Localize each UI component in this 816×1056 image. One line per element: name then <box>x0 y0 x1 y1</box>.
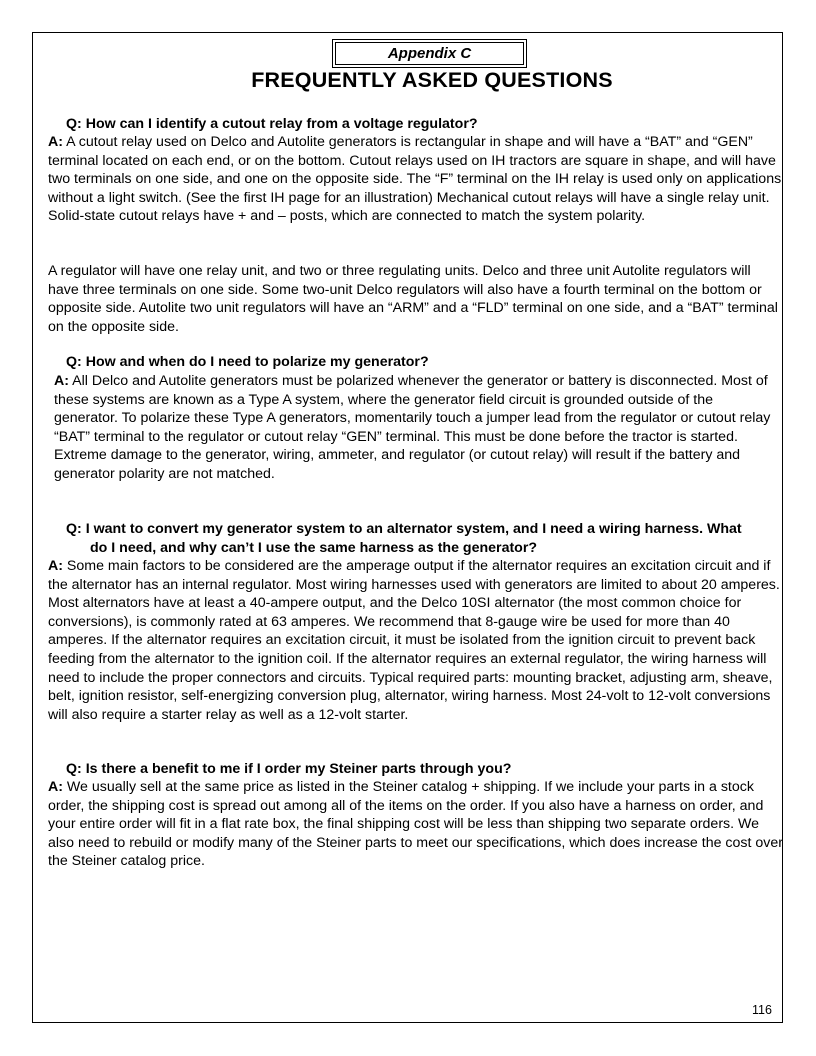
faq-answer-2 <box>54 372 775 484</box>
faq-question-4: Q: Is there a benefit to me if I order my Steiner parts through you? <box>66 761 512 777</box>
page-title: FREQUENTLY ASKED QUESTIONS <box>251 68 613 92</box>
appendix-label-box <box>332 39 527 68</box>
faq-question-2: Q: How and when do I need to polarize my generator? <box>66 354 429 370</box>
answer-prefix: A: <box>48 779 63 795</box>
answer-prefix: A: <box>48 134 63 150</box>
faq-answer-text: Some main factors to be considered are the amperage output if the alternator requires an excitation circuit and if the alternator has an internal regulator. Most wiring harnesses used with generators are limited to about 20 amperes. Most alternators have at least a 40-ampere output, and the Delco 10SI alternator (the most common choice for conversions), is commonly rated at 63 amperes. We recommend that 8-gauge wire be used for more than 40 amperes. If the alternator requires an excitation circuit, it must be isolated from the ignition circuit to prevent back feeding from the alternator to the ignition coil. If the alternator requires an external regulator, the wiring harness will need to include the proper connectors and circuits. Typical required parts: mounting bracket, adjusting arm, sheave, belt, ignition resistor, self-energizing conversion plug, alternator, wiring harness. Most 24-volt to 12-volt conversions will also require a starter relay as well as a 12-volt starter. <box>48 558 780 723</box>
faq-answer-4 <box>48 778 785 871</box>
faq-question-1: Q: How can I identify a cutout relay from a voltage regulator? <box>66 116 478 132</box>
page-number: 116 <box>752 1003 772 1017</box>
faq-answer-text: A cutout relay used on Delco and Autolite generators is rectangular in shape and will have a “BAT” and “GEN” terminal located on each end, or on the bottom. Cutout relays used on IH tractors are square in shape, and will have two terminals on one side, and one on the opposite side. The “F” terminal on the IH relay is used only on applications without a light switch. (See the first IH page for an illustration) Mechanical cutout relays will have a single relay unit. Solid-state cutout relays have + and – posts, which are connected to match the system polarity. <box>48 134 782 225</box>
appendix-label: Appendix C <box>335 42 524 65</box>
answer-prefix: A: <box>54 373 69 389</box>
faq-answer-1 <box>48 133 785 226</box>
answer-prefix: A: <box>48 558 63 574</box>
faq-question-3: Q: I want to convert my generator system to an alternator system, and I need a wiring harness. What do I need, and why can’t I use the same harness as the generator? <box>66 521 742 556</box>
faq-answer-1-extra: A regulator will have one relay unit, and two or three regulating units. Delco and three unit Autolite regulators will have three terminals on one side. Some two-unit Delco regulators will also have a fourth terminal on the bottom or opposite side. Autolite two unit regulators will have an “ARM” and a “FLD” terminal on one side, and a “BAT” terminal on the opposite side. <box>48 263 778 335</box>
faq-answer-3 <box>48 557 785 724</box>
faq-answer-text: We usually sell at the same price as listed in the Steiner catalog + shipping. If we include your parts in a stock order, the shipping cost is spread out among all of the items on the order. If you also have a harness on order, and your entire order will fit in a flat rate box, the final shipping cost will be less than shipping two separate orders. We also need to rebuild or modify many of the Steiner parts to meet our specifications, which does increase the cost over the Steiner catalog price. <box>48 779 783 870</box>
faq-answer-text: All Delco and Autolite generators must be polarized whenever the generator or battery is disconnected. Most of these systems are known as a Type A system, where the generator field circuit is grounded outside of the generator. To polarize these Type A generators, momentarily touch a jumper lead from the regulator or cutout relay “BAT” terminal to the regulator or cutout relay “GEN” terminal. This must be done before the tractor is started. Extreme damage to the generator, wiring, ammeter, and regulator (or cutout relay) will result if the battery and generator polarity are not matched. <box>54 373 771 482</box>
